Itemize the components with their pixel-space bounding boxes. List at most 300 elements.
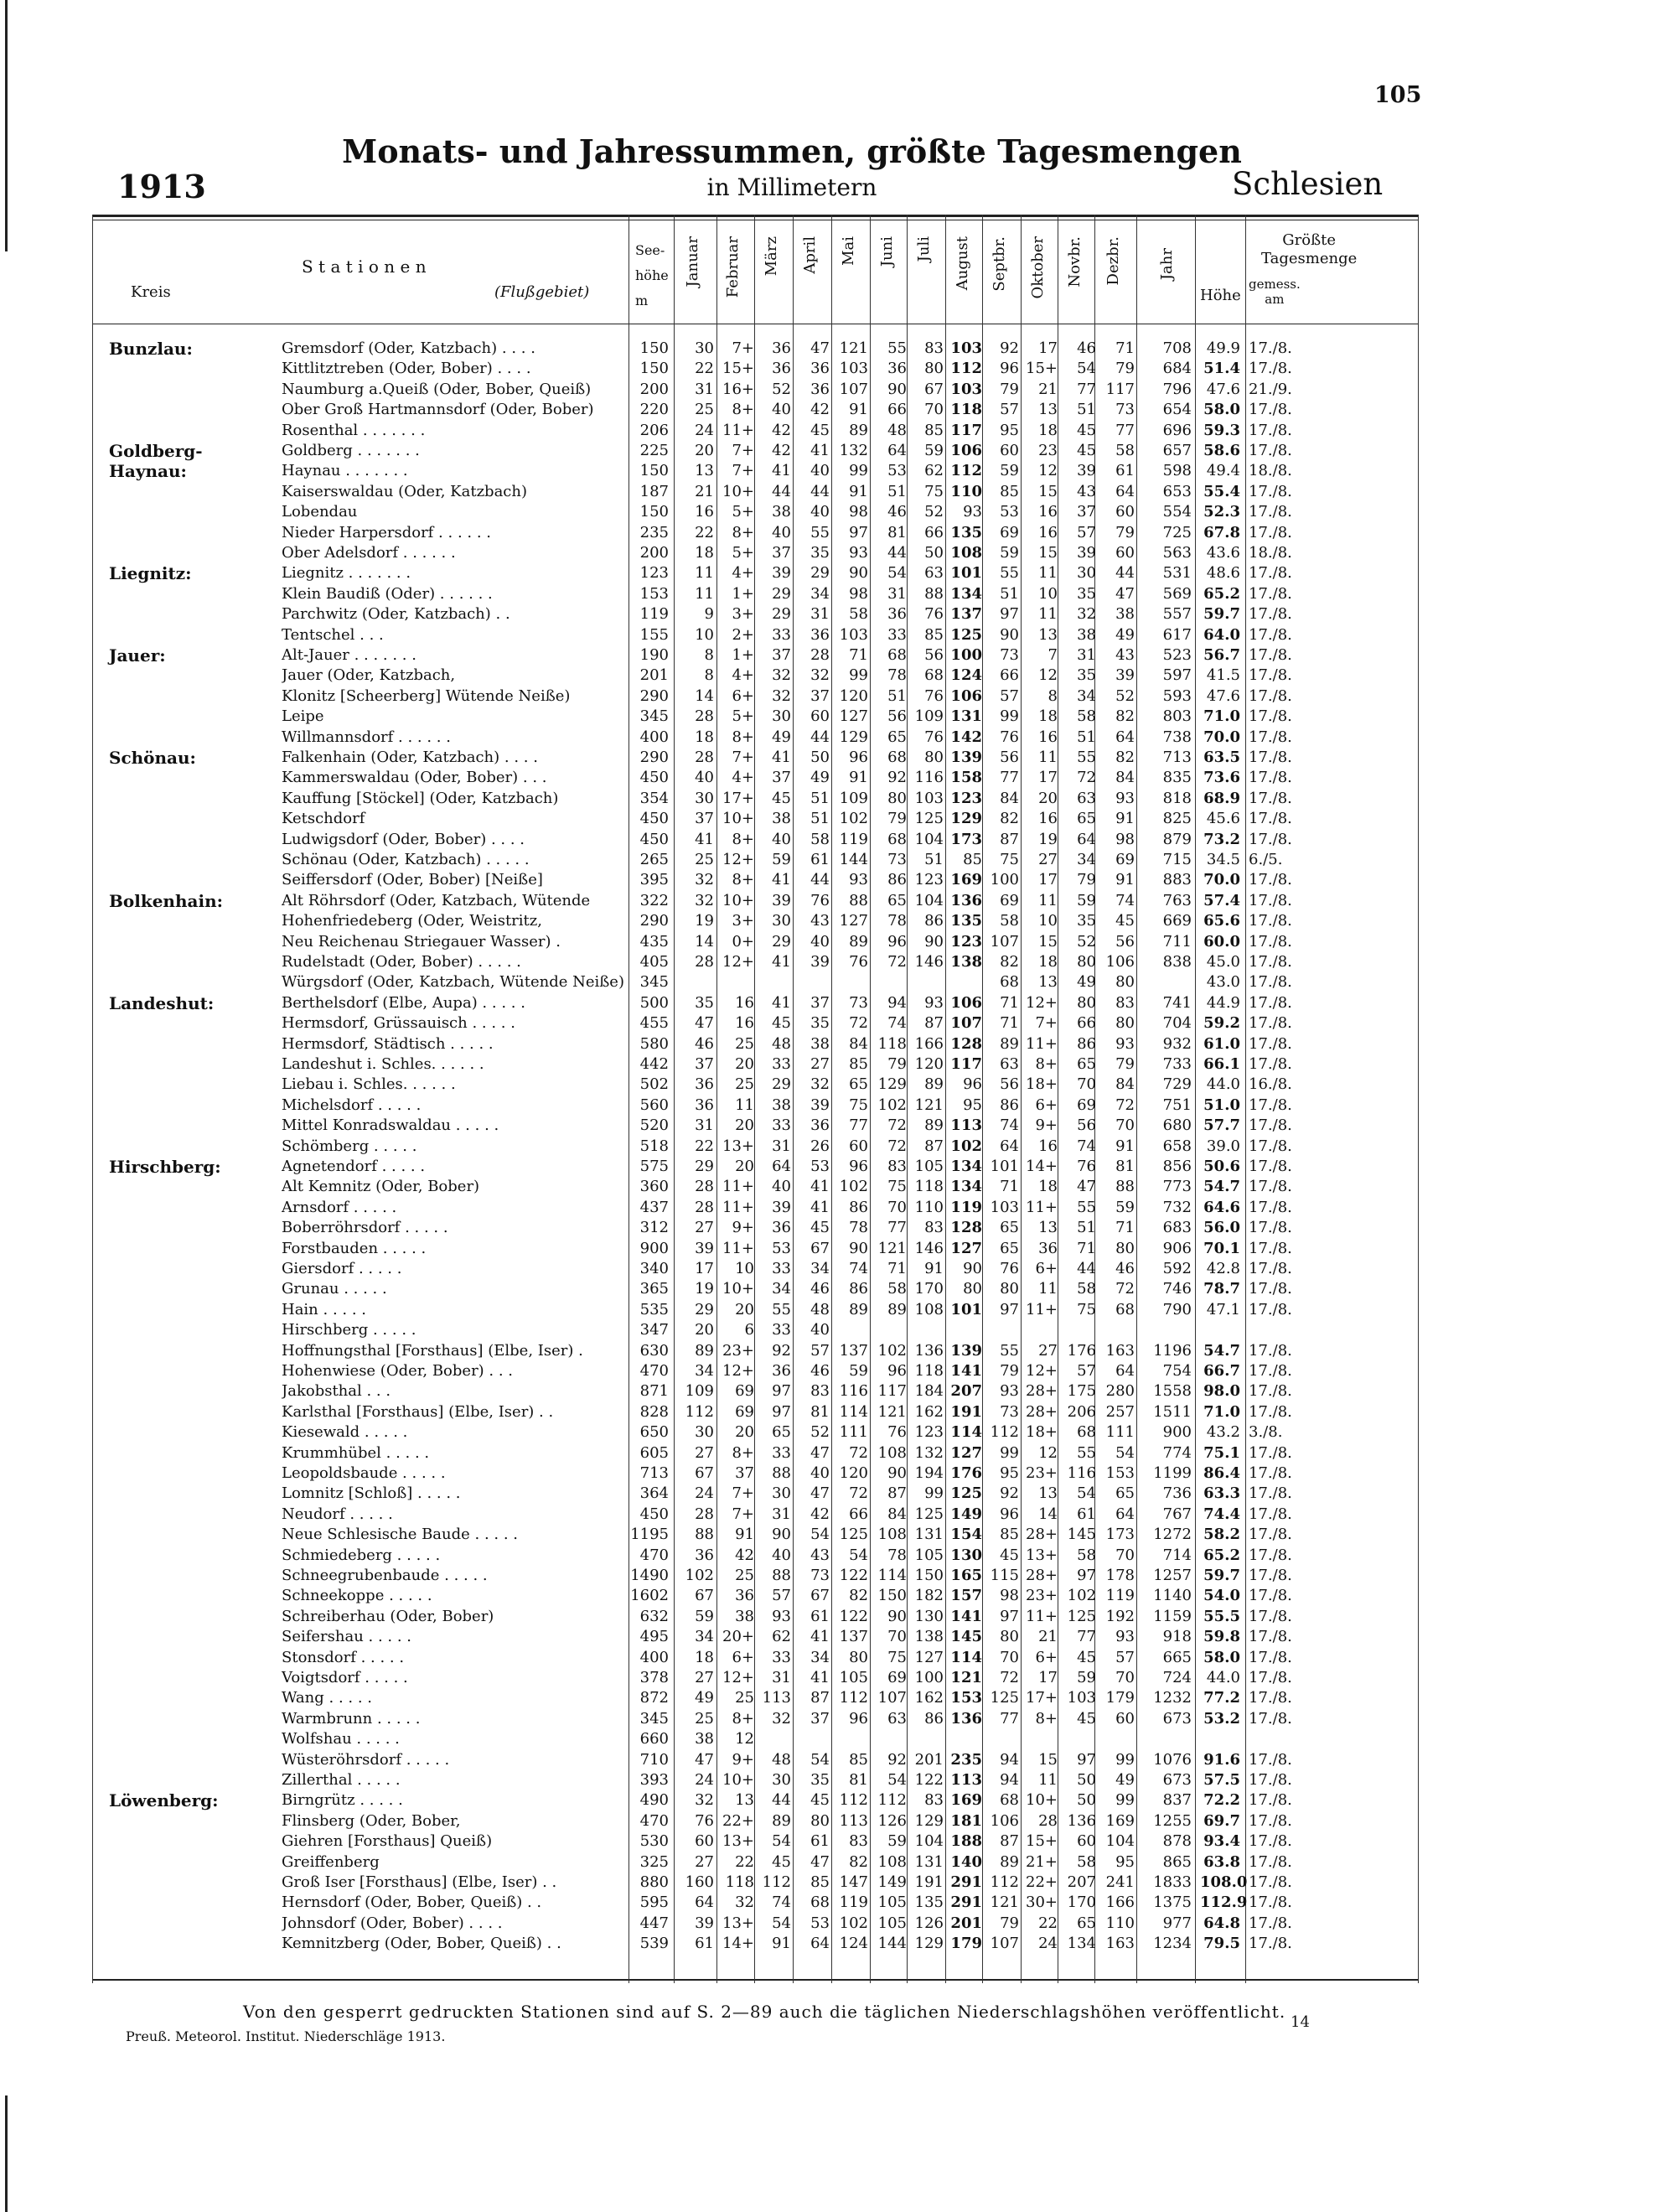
month-value-cell: 23+ bbox=[1026, 1464, 1058, 1482]
table-row bbox=[92, 1465, 1419, 1482]
elevation-cell: 190 bbox=[639, 646, 669, 664]
year-total-cell: 711 bbox=[1162, 932, 1192, 951]
max-daily-cell: 73.6 bbox=[1203, 769, 1240, 787]
month-value-cell: 68 bbox=[887, 646, 907, 664]
month-value-cell: 73 bbox=[1000, 1402, 1019, 1421]
month-value-cell: 69 bbox=[887, 1669, 907, 1686]
year-total-cell: 708 bbox=[1162, 339, 1192, 357]
month-value-cell: 51 bbox=[1077, 728, 1096, 746]
month-value-cell: 20 bbox=[735, 1423, 754, 1442]
month-value-cell: 109 bbox=[914, 707, 944, 726]
month-value-cell: 125 bbox=[839, 1526, 868, 1544]
max-daily-cell: 54.7 bbox=[1203, 1178, 1240, 1196]
station-name: Zillerthal . . . . . bbox=[282, 1772, 401, 1789]
month-value-cell: 78 bbox=[887, 1546, 907, 1564]
month-value-cell: 59 bbox=[1115, 1198, 1135, 1216]
elevation-cell: 632 bbox=[639, 1607, 669, 1625]
month-value-cell: 20+ bbox=[722, 1628, 754, 1646]
month-value-cell: 45 bbox=[772, 1014, 791, 1033]
month-value-cell: 201 bbox=[950, 1914, 982, 1932]
month-value-cell: 52 bbox=[1115, 686, 1135, 705]
month-value-cell: 56 bbox=[1115, 932, 1135, 951]
elevation-cell: 265 bbox=[639, 851, 669, 868]
month-value-cell: 18 bbox=[1038, 1178, 1058, 1196]
month-value-cell: 71 bbox=[849, 646, 868, 664]
month-value-cell: 69 bbox=[1115, 851, 1135, 868]
max-daily-date-cell: 17./8. bbox=[1249, 421, 1292, 439]
year-total-cell: 865 bbox=[1162, 1852, 1192, 1871]
month-value-cell: 39 bbox=[1115, 666, 1135, 685]
year-total-cell: 592 bbox=[1162, 1260, 1192, 1277]
month-value-cell: 33 bbox=[772, 625, 791, 644]
month-value-cell: 16 bbox=[1038, 523, 1058, 541]
month-value-cell: 68 bbox=[1115, 1300, 1135, 1318]
year-total-cell: 796 bbox=[1162, 380, 1192, 398]
max-daily-date-cell: 17./8. bbox=[1249, 707, 1292, 726]
month-value-cell: 64 bbox=[1115, 728, 1135, 746]
elevation-cell: 520 bbox=[639, 1116, 669, 1135]
station-name: Agnetendorf . . . . . bbox=[282, 1158, 426, 1175]
month-value-cell: 80 bbox=[810, 1811, 830, 1830]
month-value-cell: 9+ bbox=[1035, 1116, 1058, 1135]
month-value-cell: 45 bbox=[810, 1219, 830, 1237]
elevation-cell: 360 bbox=[639, 1178, 669, 1196]
month-value-cell: 51 bbox=[1077, 1219, 1096, 1237]
month-value-cell: 92 bbox=[1000, 339, 1019, 357]
year-total-cell: 669 bbox=[1162, 912, 1192, 930]
table-row bbox=[92, 443, 1419, 459]
month-value-cell: 74 bbox=[887, 1014, 907, 1033]
month-value-cell: 56 bbox=[887, 707, 907, 726]
month-value-cell: 140 bbox=[950, 1852, 982, 1871]
month-value-cell: 13 bbox=[1038, 1219, 1058, 1237]
month-value-cell: 54 bbox=[887, 564, 907, 583]
month-value-cell: 61 bbox=[1115, 462, 1135, 480]
month-value-cell: 65 bbox=[1077, 1914, 1096, 1932]
month-value-cell: 6+ bbox=[1035, 1260, 1058, 1277]
table-row bbox=[92, 1199, 1419, 1216]
month-value-cell: 79 bbox=[1077, 871, 1096, 889]
elevation-cell: 1195 bbox=[630, 1526, 669, 1544]
table-row bbox=[92, 1935, 1419, 1952]
month-value-cell: 23 bbox=[1038, 442, 1058, 459]
elevation-cell: 450 bbox=[639, 769, 669, 787]
month-value-cell: 40 bbox=[695, 769, 714, 787]
elevation-cell: 450 bbox=[639, 830, 669, 848]
max-daily-date-cell: 17./8. bbox=[1249, 482, 1292, 500]
month-value-cell: 86 bbox=[1077, 1034, 1096, 1053]
year-total-cell: 653 bbox=[1162, 482, 1192, 500]
max-daily-cell: 56.0 bbox=[1203, 1219, 1240, 1237]
month-value-cell: 71 bbox=[1077, 1239, 1096, 1257]
table-row bbox=[92, 890, 1419, 911]
month-value-cell: 88 bbox=[772, 1567, 791, 1584]
month-value-cell: 79 bbox=[1115, 1055, 1135, 1073]
month-value-cell: 11+ bbox=[722, 1178, 754, 1196]
max-daily-cell: 56.7 bbox=[1203, 646, 1240, 664]
month-value-cell: 11+ bbox=[1026, 1198, 1058, 1216]
max-daily-cell: 53.2 bbox=[1203, 1709, 1240, 1728]
year-total-cell: 1257 bbox=[1153, 1567, 1192, 1584]
month-value-cell: 44 bbox=[810, 871, 830, 889]
month-value-cell: 74 bbox=[849, 1260, 868, 1277]
month-value-cell: 19 bbox=[695, 1280, 714, 1298]
max-daily-cell: 49.9 bbox=[1206, 339, 1240, 357]
month-value-cell: 29 bbox=[695, 1158, 714, 1175]
month-value-cell: 31 bbox=[772, 1505, 791, 1523]
month-value-cell: 45 bbox=[810, 1791, 830, 1810]
month-value-cell: 136 bbox=[950, 1709, 982, 1728]
month-value-cell: 29 bbox=[810, 564, 830, 583]
month-value-cell: 56 bbox=[1000, 749, 1019, 766]
month-value-cell: 8+ bbox=[1035, 1709, 1058, 1728]
month-value-cell: 31 bbox=[772, 1137, 791, 1155]
max-daily-date-cell: 17./8. bbox=[1249, 1198, 1292, 1216]
month-value-cell: 14 bbox=[695, 686, 714, 705]
month-value-cell: 241 bbox=[1105, 1873, 1135, 1891]
month-value-cell: 90 bbox=[772, 1526, 791, 1544]
month-value-cell: 49 bbox=[1077, 973, 1096, 992]
table-row bbox=[92, 1752, 1419, 1769]
month-value-cell: 96 bbox=[887, 1362, 907, 1380]
year-total-cell: 657 bbox=[1162, 442, 1192, 459]
month-value-cell: 82 bbox=[1000, 953, 1019, 971]
month-value-cell: 23+ bbox=[722, 1341, 754, 1360]
elevation-cell: 650 bbox=[639, 1423, 669, 1442]
month-value-cell: 47 bbox=[695, 1750, 714, 1769]
month-value-cell: 45 bbox=[1077, 442, 1096, 459]
month-value-cell: 71 bbox=[1000, 1178, 1019, 1196]
month-value-cell: 119 bbox=[839, 1893, 868, 1912]
month-value-cell: 68 bbox=[1000, 973, 1019, 992]
month-value-cell: 13+ bbox=[722, 1832, 754, 1851]
max-daily-date-cell: 17./8. bbox=[1249, 1034, 1292, 1053]
month-value-cell: 112 bbox=[990, 1423, 1019, 1442]
elevation-cell: 201 bbox=[639, 666, 669, 685]
month-value-cell: 137 bbox=[839, 1628, 868, 1646]
month-value-cell: 37 bbox=[735, 1464, 754, 1482]
month-value-cell: 82 bbox=[849, 1852, 868, 1871]
table-row bbox=[92, 1179, 1419, 1195]
table-row bbox=[92, 461, 1419, 482]
max-daily-date-cell: 17./8. bbox=[1249, 1689, 1292, 1707]
month-value-cell: 181 bbox=[950, 1811, 982, 1830]
month-value-cell: 41 bbox=[772, 871, 791, 889]
elevation-cell: 395 bbox=[639, 871, 669, 889]
month-value-cell: 182 bbox=[914, 1587, 944, 1605]
month-value-cell: 109 bbox=[839, 789, 868, 807]
month-value-cell: 158 bbox=[950, 769, 982, 787]
month-value-cell: 8+ bbox=[732, 728, 754, 746]
month-value-cell: 10 bbox=[1038, 912, 1058, 930]
month-value-cell: 1+ bbox=[732, 646, 754, 664]
month-value-cell: 125 bbox=[990, 1689, 1019, 1707]
kreis-label: Landeshut: bbox=[109, 992, 215, 1013]
elevation-cell: 871 bbox=[639, 1382, 669, 1401]
month-value-cell: 12+ bbox=[1026, 1362, 1058, 1380]
month-value-cell: 127 bbox=[839, 707, 868, 726]
month-value-cell: 51 bbox=[1077, 401, 1096, 419]
month-value-cell: 53 bbox=[810, 1914, 830, 1932]
max-daily-cell: 48.6 bbox=[1206, 564, 1240, 583]
month-value-cell: 16 bbox=[695, 503, 714, 521]
table-row bbox=[92, 586, 1419, 603]
month-value-cell: 24 bbox=[695, 421, 714, 439]
month-value-cell: 97 bbox=[849, 523, 868, 541]
month-value-cell: 76 bbox=[1077, 1158, 1096, 1175]
month-value-cell: 84 bbox=[1000, 789, 1019, 807]
month-value-cell: 131 bbox=[950, 707, 982, 726]
max-daily-cell: 61.0 bbox=[1203, 1034, 1240, 1053]
month-value-cell: 40 bbox=[810, 1321, 830, 1339]
month-value-cell: 28 bbox=[695, 749, 714, 766]
month-value-cell: 31 bbox=[772, 1669, 791, 1686]
elevation-cell: 872 bbox=[639, 1689, 669, 1707]
month-value-cell: 8+ bbox=[732, 523, 754, 541]
max-daily-cell: 64.8 bbox=[1203, 1914, 1240, 1932]
month-value-cell: 39 bbox=[1077, 462, 1096, 480]
table-row bbox=[92, 790, 1419, 807]
max-daily-date-cell: 17./8. bbox=[1249, 891, 1292, 909]
month-value-cell: 38 bbox=[1077, 625, 1096, 644]
table-row bbox=[92, 1404, 1419, 1421]
max-daily-cell: 45.0 bbox=[1206, 953, 1240, 971]
month-value-cell: 33 bbox=[772, 1116, 791, 1135]
month-value-cell: 6+ bbox=[732, 686, 754, 705]
year-total-cell: 654 bbox=[1162, 401, 1192, 419]
station-name: Hain . . . . . bbox=[282, 1301, 366, 1318]
month-value-cell: 93 bbox=[1000, 1382, 1019, 1401]
elevation-cell: 150 bbox=[639, 339, 669, 357]
month-value-cell: 2+ bbox=[732, 625, 754, 644]
month-value-cell: 37 bbox=[810, 1709, 830, 1728]
month-value-cell: 25 bbox=[735, 1075, 754, 1094]
month-value-cell: 59 bbox=[772, 851, 791, 868]
month-value-cell: 28+ bbox=[1026, 1567, 1058, 1584]
month-value-cell: 97 bbox=[1077, 1750, 1096, 1769]
month-value-cell: 5+ bbox=[732, 707, 754, 726]
month-value-cell: 41 bbox=[772, 953, 791, 971]
max-daily-date-cell: 17./8. bbox=[1249, 1300, 1292, 1318]
month-value-cell: 31 bbox=[695, 1116, 714, 1135]
elevation-cell: 400 bbox=[639, 728, 669, 746]
month-value-cell: 12+ bbox=[1026, 993, 1058, 1012]
month-value-cell: 40 bbox=[772, 401, 791, 419]
month-value-cell: 44 bbox=[772, 1791, 791, 1810]
max-daily-cell: 70.0 bbox=[1203, 728, 1240, 746]
month-value-cell: 135 bbox=[950, 523, 982, 541]
table-row bbox=[92, 1608, 1419, 1625]
month-value-cell: 34 bbox=[772, 1280, 791, 1298]
month-value-cell: 91 bbox=[735, 1526, 754, 1544]
month-value-cell: 81 bbox=[810, 1402, 830, 1421]
month-value-cell: 291 bbox=[950, 1893, 982, 1912]
month-value-cell: 10+ bbox=[722, 891, 754, 909]
year-total-cell: 803 bbox=[1162, 707, 1192, 726]
station-name: Ober Groß Hartmannsdorf (Oder, Bober) bbox=[282, 401, 594, 419]
month-value-cell: 66 bbox=[849, 1505, 868, 1523]
month-value-cell: 9+ bbox=[732, 1219, 754, 1237]
max-daily-cell: 57.4 bbox=[1203, 891, 1240, 909]
month-value-cell: 41 bbox=[810, 1669, 830, 1686]
month-value-cell: 9+ bbox=[732, 1750, 754, 1769]
station-name: Wolfshau . . . . . bbox=[282, 1731, 400, 1748]
month-value-cell: 11 bbox=[1038, 605, 1058, 624]
page-number: 105 bbox=[1374, 82, 1422, 108]
table-row bbox=[92, 1281, 1419, 1298]
max-daily-cell: 72.2 bbox=[1203, 1791, 1240, 1810]
month-value-cell: 112 bbox=[877, 1791, 907, 1810]
station-name: Goldberg . . . . . . . bbox=[282, 443, 420, 459]
year-total-cell: 1511 bbox=[1153, 1402, 1192, 1421]
month-value-cell: 144 bbox=[839, 851, 868, 868]
max-daily-date-cell: 17./8. bbox=[1249, 728, 1292, 746]
month-value-cell: 70 bbox=[1000, 1648, 1019, 1666]
month-value-cell: 70 bbox=[1077, 1075, 1096, 1094]
month-value-cell: 22 bbox=[735, 1852, 754, 1871]
month-value-cell: 104 bbox=[914, 830, 944, 848]
station-name: Ludwigsdorf (Oder, Bober) . . . . bbox=[282, 831, 525, 848]
max-daily-cell: 66.1 bbox=[1203, 1055, 1240, 1073]
table-row bbox=[92, 913, 1419, 930]
month-value-cell: 53 bbox=[1000, 503, 1019, 521]
year-total-cell: 673 bbox=[1162, 1709, 1192, 1728]
month-value-cell: 27 bbox=[1038, 1341, 1058, 1360]
table-row bbox=[92, 401, 1419, 418]
month-value-cell: 80 bbox=[1000, 1280, 1019, 1298]
max-daily-cell: 34.5 bbox=[1206, 851, 1240, 868]
month-value-cell: 77 bbox=[1000, 1709, 1019, 1728]
month-value-cell: 80 bbox=[849, 1648, 868, 1666]
month-value-cell: 12 bbox=[1038, 1443, 1058, 1462]
elevation-cell: 364 bbox=[639, 1484, 669, 1503]
month-value-cell: 86 bbox=[1000, 1096, 1019, 1114]
month-value-cell: 88 bbox=[1115, 1178, 1135, 1196]
month-value-cell: 129 bbox=[914, 1811, 944, 1830]
month-value-cell: 89 bbox=[772, 1811, 791, 1830]
month-value-cell: 16 bbox=[1038, 810, 1058, 828]
month-value-cell: 120 bbox=[839, 1464, 868, 1482]
month-value-cell: 20 bbox=[735, 1158, 754, 1175]
month-value-cell: 36 bbox=[810, 380, 830, 398]
month-value-cell: 101 bbox=[950, 1300, 982, 1318]
month-value-cell: 84 bbox=[849, 1034, 868, 1053]
month-value-cell: 96 bbox=[849, 1709, 868, 1728]
month-value-cell: 108 bbox=[877, 1852, 907, 1871]
header-hoehe: Höhe bbox=[1200, 287, 1241, 304]
month-value-cell: 36 bbox=[887, 605, 907, 624]
month-value-cell: 116 bbox=[914, 769, 944, 787]
max-daily-cell: 108.0 bbox=[1200, 1873, 1248, 1891]
month-value-cell: 8+ bbox=[732, 830, 754, 848]
month-value-cell: 76 bbox=[1000, 1260, 1019, 1277]
month-value-cell: 19 bbox=[695, 912, 714, 930]
month-value-cell: 179 bbox=[950, 1935, 982, 1953]
header-groesste: Größte Tagesmenge bbox=[1261, 231, 1358, 267]
max-daily-date-cell: 17./8. bbox=[1249, 1546, 1292, 1564]
month-value-cell: 77 bbox=[887, 1219, 907, 1237]
month-value-cell: 72 bbox=[1115, 1096, 1135, 1114]
month-value-cell: 7+ bbox=[732, 1484, 754, 1503]
month-value-cell: 54 bbox=[772, 1914, 791, 1932]
year-total-cell: 713 bbox=[1162, 749, 1192, 766]
max-daily-date-cell: 17./8. bbox=[1249, 1260, 1292, 1277]
max-daily-date-cell: 17./8. bbox=[1249, 912, 1292, 930]
month-value-cell: 127 bbox=[950, 1239, 982, 1257]
table-row bbox=[92, 1343, 1419, 1360]
month-value-cell: 87 bbox=[810, 1689, 830, 1707]
elevation-cell: 150 bbox=[639, 462, 669, 480]
month-value-cell: 96 bbox=[849, 749, 868, 766]
month-value-cell: 79 bbox=[1000, 1362, 1019, 1380]
month-value-cell: 102 bbox=[950, 1137, 982, 1155]
month-value-cell: 59 bbox=[1077, 891, 1096, 909]
max-daily-cell: 65.6 bbox=[1203, 912, 1240, 930]
month-value-cell: 83 bbox=[810, 1382, 830, 1401]
station-name: Ober Adelsdorf . . . . . . bbox=[282, 545, 456, 562]
month-value-cell: 11 bbox=[695, 584, 714, 603]
month-value-cell: 81 bbox=[887, 523, 907, 541]
month-value-cell: 7 bbox=[1048, 646, 1058, 664]
month-value-cell: 70 bbox=[924, 401, 944, 419]
month-value-cell: 36 bbox=[772, 1219, 791, 1237]
table-row bbox=[92, 708, 1419, 725]
month-value-cell: 173 bbox=[950, 830, 982, 848]
station-name: Wang . . . . . bbox=[282, 1690, 372, 1707]
max-daily-date-cell: 17./8. bbox=[1249, 605, 1292, 624]
month-value-cell: 110 bbox=[914, 1198, 944, 1216]
month-value-cell: 99 bbox=[1115, 1750, 1135, 1769]
month-value-cell: 14+ bbox=[1026, 1158, 1058, 1175]
month-value-cell: 3+ bbox=[732, 912, 754, 930]
month-value-cell: 31 bbox=[1077, 646, 1096, 664]
header-month: Juli bbox=[915, 236, 933, 262]
month-value-cell: 40 bbox=[772, 523, 791, 541]
month-value-cell: 95 bbox=[1115, 1852, 1135, 1871]
max-daily-date-cell: 17./8. bbox=[1249, 1669, 1292, 1686]
elevation-cell: 123 bbox=[639, 564, 669, 583]
elevation-cell: 713 bbox=[639, 1464, 669, 1482]
month-value-cell: 10 bbox=[695, 625, 714, 644]
month-value-cell: 34 bbox=[695, 1628, 714, 1646]
month-value-cell: 10 bbox=[1038, 584, 1058, 603]
elevation-cell: 535 bbox=[639, 1300, 669, 1318]
month-value-cell: 35 bbox=[810, 544, 830, 562]
month-value-cell: 14 bbox=[695, 932, 714, 951]
max-daily-date-cell: 18./8. bbox=[1249, 544, 1292, 562]
month-value-cell: 137 bbox=[839, 1341, 868, 1360]
month-value-cell: 257 bbox=[1105, 1402, 1135, 1421]
kreis-label: Jauer: bbox=[109, 645, 166, 666]
max-daily-cell: 112.9 bbox=[1200, 1893, 1248, 1912]
max-daily-date-cell: 17./8. bbox=[1249, 1014, 1292, 1033]
month-value-cell: 90 bbox=[924, 932, 944, 951]
station-name: Ketschdorf bbox=[282, 811, 365, 828]
station-name: Greiffenberg bbox=[282, 1853, 380, 1871]
header-month: Mai bbox=[840, 236, 857, 266]
header-month: März bbox=[763, 236, 780, 277]
max-daily-cell: 42.8 bbox=[1206, 1260, 1240, 1277]
max-daily-date-cell: 17./8. bbox=[1249, 1280, 1292, 1298]
month-value-cell: 11 bbox=[1038, 1771, 1058, 1789]
month-value-cell: 43 bbox=[1115, 646, 1135, 664]
station-name: Neudorf . . . . . bbox=[282, 1505, 393, 1523]
year-total-cell: 733 bbox=[1162, 1055, 1192, 1073]
max-daily-cell: 59.3 bbox=[1203, 421, 1240, 439]
month-value-cell: 29 bbox=[772, 1075, 791, 1094]
max-daily-cell: 57.7 bbox=[1203, 1116, 1240, 1135]
month-value-cell: 122 bbox=[839, 1567, 868, 1584]
